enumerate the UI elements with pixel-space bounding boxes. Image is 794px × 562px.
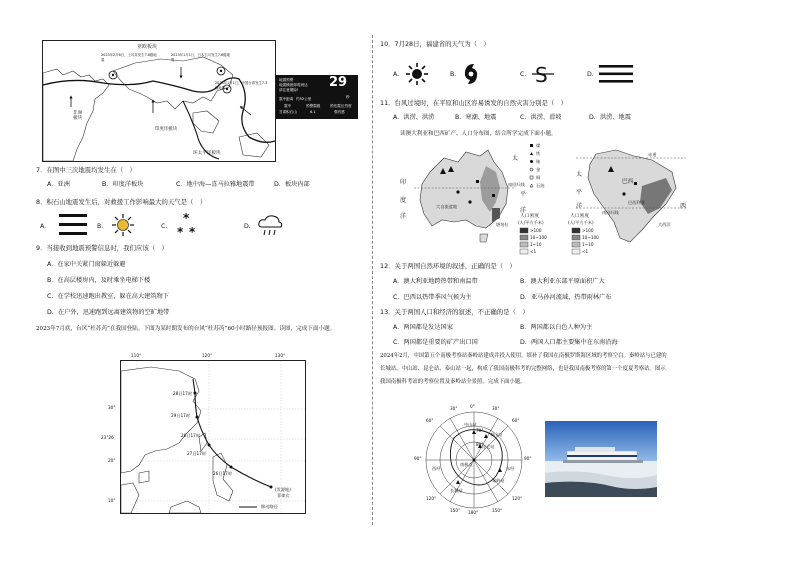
svg-text:S: S <box>535 63 548 86</box>
typhoon-lat-30: 30° <box>108 405 116 410</box>
question-8-option-a[interactable]: A. <box>40 223 47 230</box>
warning-epicenter-value: 甘肃积石山 <box>279 110 297 114</box>
legend-oil: 石油 <box>536 183 545 188</box>
question-13-option-d[interactable]: D．两国人口都主要集中在东南沿海 <box>520 339 618 346</box>
pop-level-au-2: 10~100 <box>530 235 547 240</box>
polar-lon-120w: 120° <box>426 496 437 501</box>
question-9-option-d[interactable]: D．在户外，迅速跑到远离建筑物的空旷地带 <box>47 309 170 316</box>
question-7-option-b[interactable]: B．印度洋板块 <box>102 181 144 188</box>
pop-level-au-3: 1~10 <box>530 242 542 247</box>
question-7-option-a[interactable]: A．亚洲 <box>47 181 70 188</box>
typhoon-icon <box>460 62 482 86</box>
pop-level-br-1: >100 <box>582 228 594 233</box>
polar-lat-70: 70° <box>476 428 484 433</box>
australia-brazil-drawing <box>396 142 696 258</box>
question-13-option-a[interactable]: A．两国都是发达国家 <box>393 324 453 331</box>
warning-magnitude-value: 6.1 <box>310 110 316 114</box>
question-8-stem: 8．积石山地震发生后，对救援工作影响最大的天气是（ ） <box>36 198 207 206</box>
question-12-option-b[interactable]: B．澳大利亚东部平原面积广大 <box>520 278 605 285</box>
typhoon-date-3: 28日17时 <box>181 433 201 438</box>
polar-lon-150e: 150° <box>492 508 503 513</box>
antarctic-polar-map <box>412 404 536 516</box>
polar-lon-0: 0° <box>470 404 475 409</box>
fog-icon <box>58 211 88 239</box>
pop-level-br-4: <1 <box>582 249 589 254</box>
pop-level-au-4: <1 <box>530 249 537 254</box>
polar-lon-60e: 60° <box>512 418 520 423</box>
question-13-option-c[interactable]: C．两国都是重要的矿产出口国 <box>393 339 478 346</box>
pop-unit-br: (人/平方千米) <box>568 220 594 225</box>
earthquake-map <box>42 40 276 162</box>
question-11-option-d[interactable]: D．洪涝、地震 <box>589 114 631 121</box>
question-12-stem: 12．关于两国自然环境的叙述，正确的是（ ） <box>380 262 516 270</box>
question-8-option-d[interactable]: D. <box>244 223 251 230</box>
svg-text:*: * <box>177 225 184 239</box>
polar-east-label: 东经 <box>506 466 515 471</box>
question-7-option-c[interactable]: C．地中海—喜马拉雅地震带 <box>176 181 255 188</box>
map-canberra: 堪培拉 <box>496 222 509 227</box>
question-9-option-b[interactable]: B．在高层楼房内，及时乘坐电梯下楼 <box>47 277 151 284</box>
south-pole: 南极点 <box>460 462 473 467</box>
polar-lon-30e: 30° <box>492 406 500 411</box>
plate-label-pacific: 环太平洋板块 <box>193 151 221 156</box>
warning-intensity-value: 强有感 <box>334 110 345 114</box>
question-8-option-c[interactable]: C. <box>161 223 168 230</box>
snow-icon <box>176 211 202 239</box>
station-taishan: 泰山站 <box>490 432 503 437</box>
sun-outline-icon <box>405 62 429 86</box>
typhoon-lon-130: 130° <box>275 353 286 358</box>
warning-epicenter-label: 震中 <box>284 104 292 108</box>
legend-iron: 铁 <box>536 151 541 156</box>
question-11-option-b[interactable]: B．寒潮、地震 <box>455 114 497 121</box>
typhoon-lat-20: 20° <box>108 458 116 463</box>
legend-gold: 金 <box>536 167 541 172</box>
question-7-stem: 7．在图中三次地震均发生在（ ） <box>36 166 136 174</box>
typhoon-date-4: 27日17时 <box>187 451 207 456</box>
map-label-yang2: 洋 <box>520 207 527 214</box>
map-xi: 西 <box>680 203 687 210</box>
sandstorm-icon <box>532 62 554 86</box>
quake-label-japan: 2023年1月1日，日本石川发生7.6级地震 <box>171 53 231 62</box>
warning-magnitude-label: 预警震级 <box>306 104 321 108</box>
pop-unit-au: (人/平方千米) <box>518 220 544 225</box>
map-atlantic: 大西洋 <box>658 222 671 227</box>
legend-coal: 煤 <box>536 143 541 148</box>
polar-lon-60w: 60° <box>426 418 434 423</box>
question-11-stem: 11．台风过境时，在平原和山区容易诱发的自然灾害分别是（ ） <box>380 99 568 107</box>
warning-intensity-label: 预估震区烈度 <box>330 104 352 108</box>
typhoon-lat-10: 10° <box>108 498 116 503</box>
map-label-ping: 平 <box>520 191 527 198</box>
legend-copper: 铜 <box>536 175 541 180</box>
map-brasilia: 巴西利亚 <box>628 200 645 205</box>
question-13-option-b[interactable]: B．两国都以白色人种为主 <box>520 324 593 331</box>
question-9-option-c[interactable]: C．在学校迅速跑出教室，躲在高大建筑物下 <box>47 293 169 300</box>
map-label-du: 度 <box>400 197 407 204</box>
warning-line3: 请注意避险! <box>279 88 299 92</box>
quake-label-turkey: 2023年2月6日，土耳其发生7.8级地震 <box>101 53 157 62</box>
station-changcheng: 长城站 <box>450 488 463 493</box>
question-10-option-c[interactable]: C. <box>520 71 527 78</box>
map-label-yang: 洋 <box>400 213 407 220</box>
australia-brazil-intro: 读澳大利亚和巴西矿产、人口分布图，结合所学完成下面小题。 <box>400 131 557 137</box>
pop-level-br-2: 10~100 <box>582 235 599 240</box>
australia-brazil-map <box>396 142 696 258</box>
typhoon-date-5: 26日17时 <box>213 471 233 476</box>
map-label-yang3: 洋 <box>576 203 583 210</box>
pop-title-br: 人口密度 <box>570 214 590 219</box>
question-8-option-b[interactable]: B. <box>97 223 104 230</box>
typhoon-lat-tropic: 23°26′ <box>101 435 115 440</box>
map-label-ping2: 平 <box>576 189 583 196</box>
warning-line2: 地震横波即将到达 <box>279 83 308 87</box>
svg-text:*: * <box>189 225 196 239</box>
question-9-stem: 9．当接收到地震预警信息时，我们应该（ ） <box>36 244 168 252</box>
plate-label-eurasia: 亚欧板块 <box>137 44 158 50</box>
typhoon-date-1: 28日17时 <box>173 391 193 396</box>
question-11-option-c[interactable]: C．洪涝、滑坡 <box>520 114 562 121</box>
question-10-option-b[interactable]: B. <box>450 71 457 78</box>
sun-icon <box>111 213 135 237</box>
polar-lon-150w: 150° <box>450 508 461 513</box>
earthquake-map-drawing <box>43 41 275 161</box>
typhoon-lon-120: 120° <box>202 353 213 358</box>
station-zhongshan: 中山站 <box>464 422 477 427</box>
map-basin: 大自流盆地 <box>436 204 457 209</box>
polar-lat-80: 80° <box>476 442 484 447</box>
map-brazil: 巴西 <box>622 179 634 185</box>
warning-distance-value: 约52公里 <box>296 97 312 101</box>
polar-lon-30w: 30° <box>450 406 458 411</box>
station-kunlun: 昆仑站 <box>482 444 495 449</box>
question-10-stem: 10．7月28日，福建省的天气为（ ） <box>380 40 490 48</box>
warning-countdown: 29 <box>329 75 348 90</box>
warning-countdown-unit: 秒 <box>346 95 350 99</box>
typhoon-legend-label: 移动路径 <box>261 504 278 509</box>
qinling-station-photo <box>545 421 657 497</box>
polar-lon-90w: 90° <box>414 456 422 461</box>
typhoon-intro: 2023年7月底，台风“杜苏芮”在我国登陆。下图为某时期发布的台风“杜苏芮”60小时路径预报图。读图，完成下面小题。 <box>36 326 336 332</box>
question-11-option-a[interactable]: A．洪涝、洪涝 <box>393 114 435 121</box>
map-label-in: 印 <box>400 179 407 186</box>
polar-lon-120e: 120° <box>512 496 523 501</box>
question-12-option-d[interactable]: D．亚马孙河流域，热带雨林广布 <box>520 294 612 301</box>
column-divider <box>372 35 373 525</box>
plate-label-indo: 印度洋板块 <box>155 127 177 132</box>
warning-line1: 地震预警 <box>279 78 294 82</box>
typhoon-track-map <box>120 360 306 514</box>
polar-lon-180: 180° <box>468 510 479 515</box>
map-equator: 赤道 <box>648 152 657 157</box>
question-10-option-d[interactable]: D. <box>587 71 594 78</box>
legend-uranium: 铀 <box>536 159 541 164</box>
earthquake-warning-card <box>276 75 358 119</box>
pop-title-au: 人口密度 <box>520 214 540 219</box>
fog-lines-icon <box>598 63 634 85</box>
antarctic-intro: 2024年2月，中国第五个南极考察站秦岭站建成并投入使用，填补了我国在南极罗斯海区域的考察空白。秦岭站与已建的长城站、中山站、昆仑站、泰山站一起，构成了我国南极科考的完整网络，也是我国南极考察的第一个度夏考察站。图示我国南极科考站的考察位置及秦岭站全景照。完成下面小题。 <box>380 353 667 385</box>
question-9-option-a[interactable]: A．在家中关紧门窗躲近躲避 <box>47 261 126 268</box>
quake-label-taiwan: 2024年1月1日，中国台湾发生7.3级地震 <box>215 81 268 90</box>
question-10-option-a[interactable]: A. <box>393 71 400 78</box>
polar-west-label: 西经 <box>432 466 441 471</box>
pop-level-br-3: 1~10 <box>582 242 594 247</box>
warning-distance-label: 震中距离 <box>279 97 294 101</box>
typhoon-origin-place: 菲律宾 <box>277 493 290 498</box>
plate-label-africa: 非洲板块 <box>73 111 83 121</box>
pop-level-au-1: >100 <box>530 228 542 233</box>
map-tropic-br: 南回归线 <box>602 210 619 215</box>
question-12-option-c[interactable]: C．巴西以热带季风气候为主 <box>393 294 472 301</box>
question-12-option-a[interactable]: A．澳大利亚地跨热带和南温带 <box>393 278 478 285</box>
map-label-tai2: 太 <box>576 171 583 178</box>
qinling-station-photo-drawing <box>545 421 657 497</box>
polar-lon-90e: 90° <box>524 456 532 461</box>
svg-text:*: * <box>183 211 190 225</box>
map-label-tai: 太 <box>512 155 519 162</box>
typhoon-date-2: 29日17时 <box>171 413 191 418</box>
station-qinling: 秦岭站 <box>492 478 505 483</box>
thunderstorm-icon <box>257 213 283 239</box>
typhoon-lon-110: 110° <box>131 353 142 358</box>
question-13-stem: 13．关于两国人口和经济的叙述，不正确的是（ ） <box>380 308 529 316</box>
map-tropic-au: 南回归线 <box>508 182 525 187</box>
typhoon-origin-label: (发源地) <box>275 487 291 492</box>
question-7-option-d[interactable]: D．板块内部 <box>274 181 310 188</box>
